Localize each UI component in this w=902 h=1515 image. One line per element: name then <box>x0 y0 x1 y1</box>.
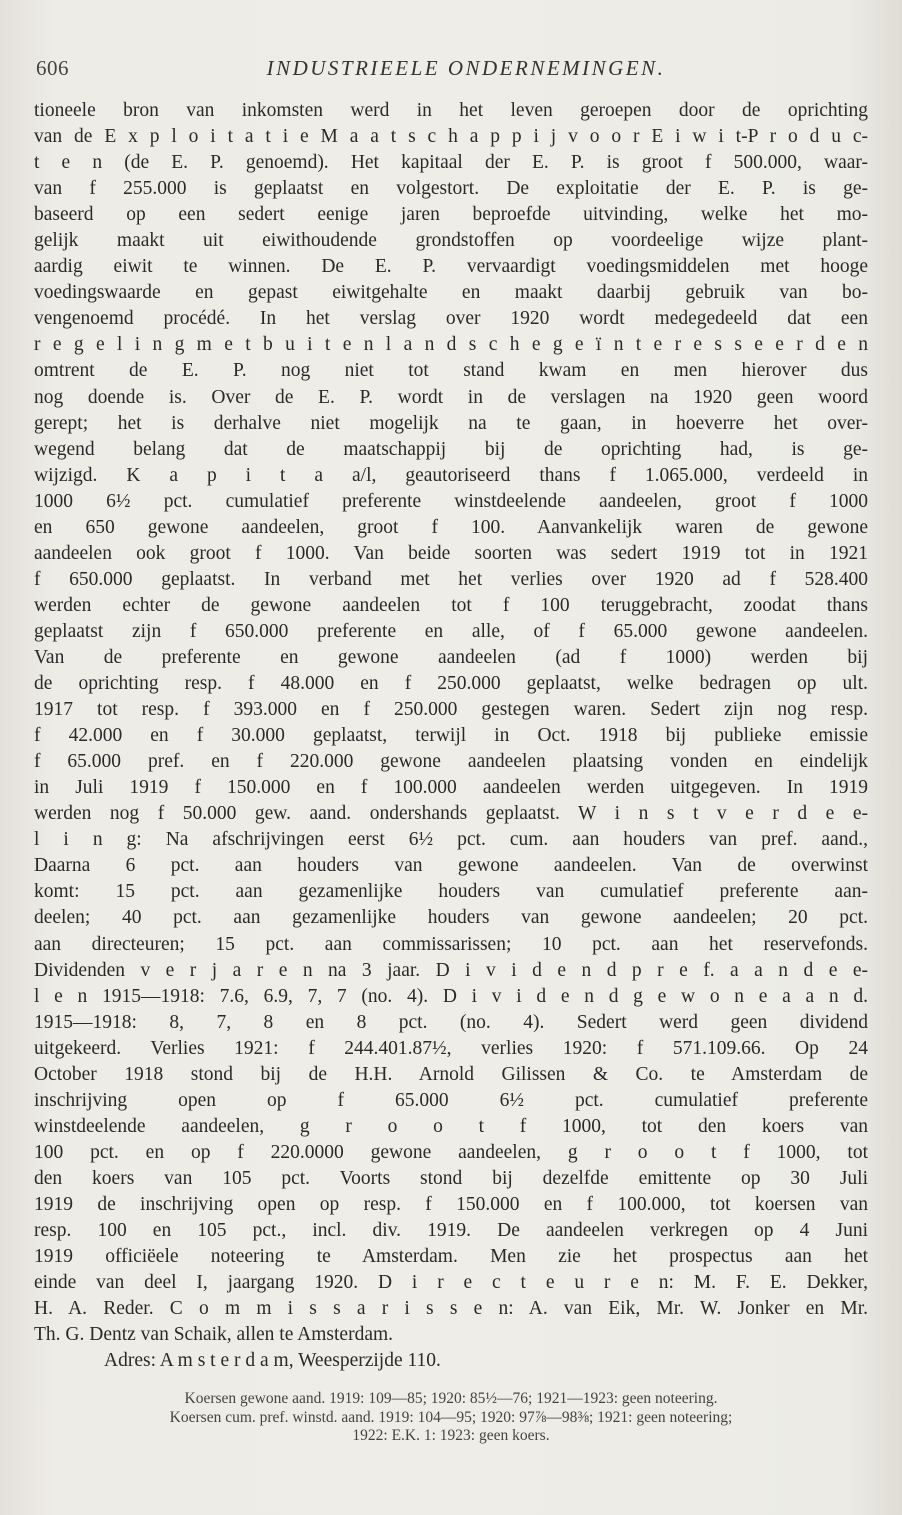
text-line: komt: 15 pct. aan gezamenlijke houders van cumulatief preferente aan- <box>34 881 868 903</box>
text-line: gelijk maakt uit eiwithoudende grondstoffen op voordeelige wijze plant- <box>34 230 868 252</box>
text-line: den koers van 105 pct. Voorts stond bij dezelfde emittente op 30 Juli <box>34 1167 868 1189</box>
text-line: Van de preferente en gewone aandeelen (ad f 1000) werden bij <box>34 646 868 668</box>
text-line: H. A. Reder. C o m m i s s a r i s s e n: A. van Eik, Mr. W. Jonker en Mr. <box>34 1298 868 1320</box>
text-line: l i n g: Na afschrijvingen eerst 6½ pct. cum. aan houders van pref. aand., <box>34 829 868 851</box>
text-line: in Juli 1919 f 150.000 en f 100.000 aandeelen werden uitgegeven. In 1919 <box>34 777 868 799</box>
text-line: 1000 6½ pct. cumulatief preferente winstdeelende aandeelen, groot f 1000 <box>34 490 868 512</box>
text-line: 100 pct. en op f 220.0000 gewone aandeelen, g r o o t f 1000, tot <box>34 1141 868 1163</box>
text-line: f 65.000 pref. en f 220.000 gewone aandeelen plaatsing vonden en eindelijk <box>34 751 868 773</box>
footnote-line: Koersen cum. pref. winstd. aand. 1919: 104—95; 1920: 97⅞—98⅜; 1921: geen noteering; <box>169 1408 733 1426</box>
text-line: aan directeuren; 15 pct. aan commissarissen; 10 pct. aan het reservefonds. <box>34 933 868 955</box>
page-header <box>34 46 868 86</box>
text-line: 1919 officiëele noteering te Amsterdam. Men zie het prospectus aan het <box>34 1246 868 1268</box>
text-line: 1915—1918: 8, 7, 8 en 8 pct. (no. 4). Sedert werd geen dividend <box>34 1011 868 1033</box>
text-line: omtrent de E. P. nog niet tot stand kwam en men hierover dus <box>34 360 868 382</box>
text-line: werden echter de gewone aandeelen tot f 100 teruggebracht, zoodat thans <box>34 594 868 616</box>
text-line: l e n 1915—1918: 7.6, 6.9, 7, 7 (no. 4). D i v i d e n d g e w o n e a a n d. <box>34 985 868 1007</box>
text-line: werden nog f 50.000 gew. aand. ondershands geplaatst. W i n s t v e r d e e- <box>34 803 868 825</box>
text-line: van de E x p l o i t a t i e M a a t s c h a p p i j v o o r E i w i t-P r o d u c- <box>34 126 868 148</box>
text-line: Daarna 6 pct. aan houders van gewone aandeelen. Van de overwinst <box>34 855 868 877</box>
text-line: 1919 de inschrijving open op resp. f 150.000 en f 100.000, tot koersen van <box>34 1193 868 1215</box>
text-line: nog doende is. Over de E. P. wordt in de verslagen na 1920 geen woord <box>34 386 868 408</box>
text-line: r e g e l i n g m e t b u i t e n l a n d s c h e g e ï n t e r e s s e e r d e n <box>34 334 868 356</box>
text-line: en 650 gewone aandeelen, groot f 100. Aanvankelijk waren de gewone <box>34 516 868 538</box>
text-line: inschrijving open op f 65.000 6½ pct. cumulatief preferente <box>34 1089 868 1111</box>
text-line: t e n (de E. P. genoemd). Het kapitaal der E. P. is groot f 500.000, waar- <box>34 152 868 174</box>
page-number: 606 <box>36 56 69 80</box>
price-footnote <box>34 1390 868 1446</box>
text-line: geplaatst zijn f 650.000 preferente en alle, of f 65.000 gewone aandeelen. <box>34 620 868 642</box>
text-line: resp. 100 en 105 pct., incl. div. 1919. De aandeelen verkregen op 4 Juni <box>34 1220 868 1242</box>
text-line: uitgekeerd. Verlies 1921: f 244.401.87½, verlies 1920: f 571.109.66. Op 24 <box>34 1037 868 1059</box>
text-line: October 1918 stond bij de H.H. Arnold Gilissen & Co. te Amsterdam de <box>34 1063 868 1085</box>
text-line: baseerd op een sedert eenige jaren beproefde uitvinding, welke het mo- <box>34 204 868 226</box>
text-line: voedingswaarde en gepast eiwitgehalte en maakt daarbij gebruik van bo- <box>34 282 868 304</box>
text-line: tioneele bron van inkomsten werd in het leven geroepen door de oprichting <box>34 100 868 121</box>
footnote-line: Koersen gewone aand. 1919: 109—85; 1920: 85½—76; 1921—1923: geen noteering. <box>184 1390 718 1408</box>
text-line: f 650.000 geplaatst. In verband met het verlies over 1920 ad f 528.400 <box>34 568 868 590</box>
body-text <box>34 98 868 1374</box>
text-line: aandeelen ook groot f 1000. Van beide soorten was sedert 1919 tot in 1921 <box>34 542 868 564</box>
address-line: Adres: A m s t e r d a m, Weesperzijde 110. <box>104 1350 441 1372</box>
text-line: Dividenden v e r j a r e n na 3 jaar. D i v i d e n d p r e f. a a n d e e- <box>34 959 868 981</box>
text-line: wijzigd. K a p i t a a/l, geautoriseerd thans f 1.065.000, verdeeld in <box>34 464 868 486</box>
footnote-line: 1922: E.K. 1: 1923: geen koers. <box>352 1427 550 1445</box>
text-line: winstdeelende aandeelen, g r o o t f 1000, tot den koers van <box>34 1115 868 1137</box>
text-line: van f 255.000 is geplaatst en volgestort. De exploitatie der E. P. is ge- <box>34 178 868 200</box>
text-line: einde van deel I, jaargang 1920. D i r e c t e u r e n: M. F. E. Dekker, <box>34 1272 868 1294</box>
text-line: wegend belang dat de maatschappij bij de oprichting had, is ge- <box>34 438 868 460</box>
text-line: deelen; 40 pct. aan gezamenlijke houders van gewone aandeelen; 20 pct. <box>34 907 868 929</box>
text-line: 1917 tot resp. f 393.000 en f 250.000 gestegen waren. Sedert zijn nog resp. <box>34 699 868 721</box>
text-line: vengenoemd procédé. In het verslag over 1920 wordt medegedeeld dat een <box>34 308 868 330</box>
text-line: f 42.000 en f 30.000 geplaatst, terwijl in Oct. 1918 bij publieke emissie <box>34 725 868 747</box>
text-line: gerept; het is derhalve niet mogelijk na te gaan, in hoeverre het over- <box>34 412 868 434</box>
text-line: Th. G. Dentz van Schaik, allen te Amsterdam. <box>34 1324 394 1346</box>
text-line: aardig eiwit te winnen. De E. P. vervaardigt voedingsmiddelen met hooge <box>34 256 868 278</box>
text-line: de oprichting resp. f 48.000 en f 250.000 geplaatst, welke bedragen op ult. <box>34 673 868 695</box>
running-title: INDUSTRIEELE ONDERNEMINGEN. <box>266 56 666 80</box>
